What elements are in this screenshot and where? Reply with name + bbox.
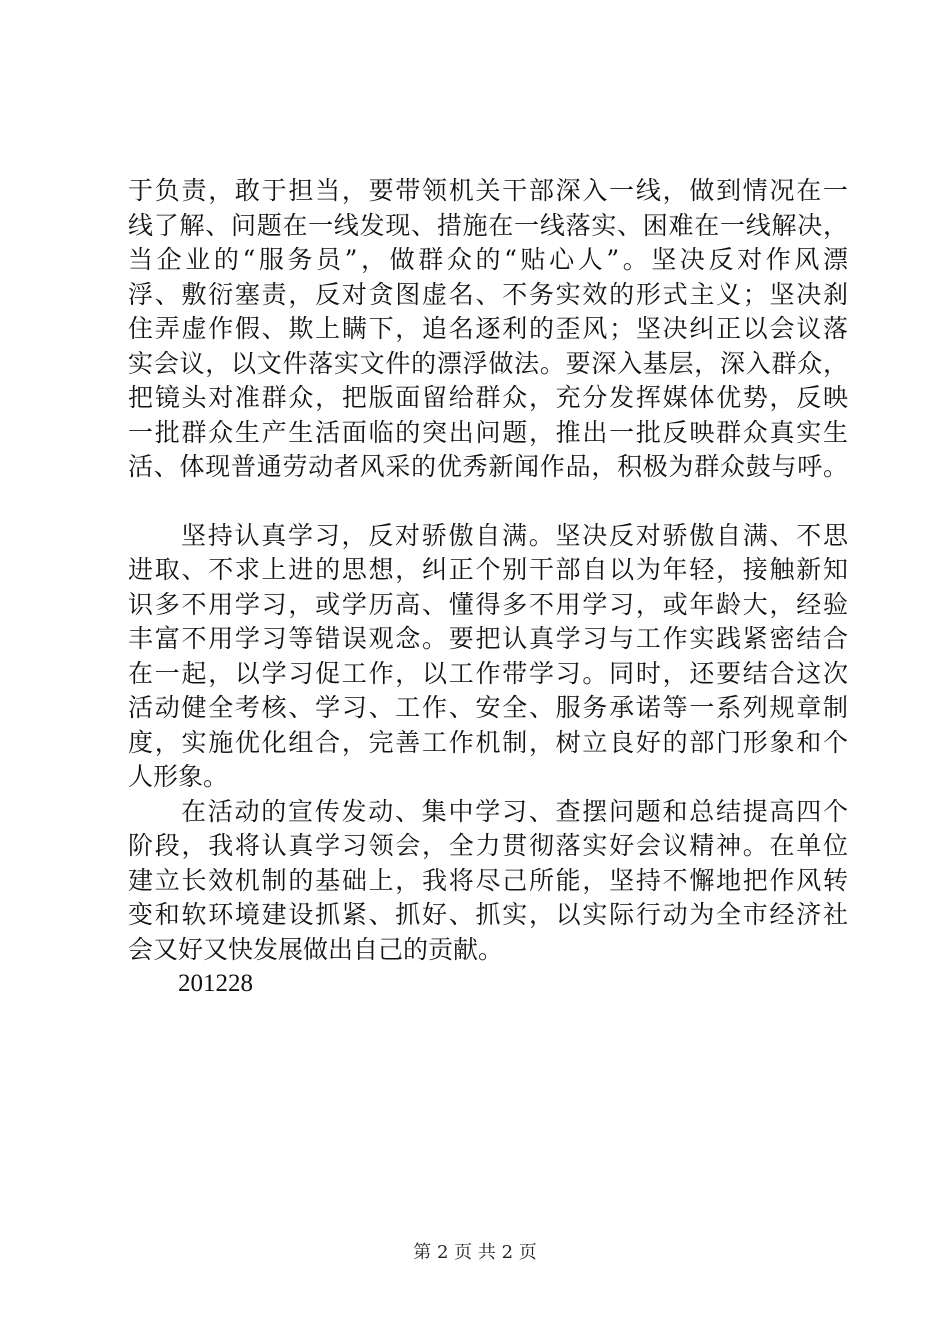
text-line: 住弄虚作假、欺上瞒下，追名逐利的歪风；坚决纠正以会议落 — [128, 314, 848, 343]
text-line: 阶段，我将认真学习领会，全力贯彻落实好会议精神。在单位 — [128, 831, 848, 860]
page-footer: 第 2 页 共 2 页 — [413, 1242, 537, 1263]
text-line: 实会议，以文件落实文件的漂浮做法。要深入基层，深入群众， — [128, 348, 848, 378]
text-line: 浮、敷衍塞责，反对贪图虚名、不务实效的形式主义；坚决刹 — [128, 279, 848, 309]
paragraph-gap — [128, 485, 848, 519]
text-line: 建立长效机制的基础上，我将尽己所能，坚持不懈地把作风转 — [128, 865, 848, 895]
text-line: 线了解、问题在一线发现、措施在一线落实、困难在一线解决， — [128, 210, 848, 240]
text-line: 一批群众生产生活面临的突出问题，推出一批反映群众真实生 — [128, 417, 848, 447]
document-body — [128, 174, 848, 1002]
text-line: 把镜头对准群众，把版面留给群众，充分发挥媒体优势，反映 — [128, 383, 848, 412]
text-line: 当企业的“服务员”，做群众的“贴心人”。坚决反对作风漂 — [128, 245, 848, 274]
text-line: 于负责，敢于担当，要带领机关干部深入一线，做到情况在一 — [128, 176, 848, 205]
text-line: 变和软环境建设抓紧、抓好、抓实，以实际行动为全市经济社 — [128, 900, 848, 929]
text-line: 在活动的宣传发动、集中学习、查摆问题和总结提高四个 — [181, 796, 848, 826]
document-date: 201228 — [178, 970, 253, 997]
text-line: 进取、不求上进的思想，纠正个别干部自以为年轻，接触新知 — [128, 555, 848, 584]
paragraph-activity — [128, 795, 848, 968]
paragraph-work-style — [128, 174, 848, 485]
text-line: 识多不用学习，或学历高、懂得多不用学习，或年龄大，经验 — [128, 589, 848, 619]
text-line: 在一起，以学习促工作，以工作带学习。同时，还要结合这次 — [128, 658, 848, 688]
text-line: 丰富不用学习等错误观念。要把认真学习与工作实践紧密结合 — [128, 624, 848, 653]
text-line: 活、体现普通劳动者风采的优秀新闻作品，积极为群众鼓与呼。 — [128, 452, 848, 481]
text-line: 活动健全考核、学习、工作、安全、服务承诺等一系列规章制 — [128, 693, 848, 722]
text-line: 度，实施优化组合，完善工作机制，树立良好的部门形象和个 — [128, 727, 848, 757]
text-line: 坚持认真学习，反对骄傲自满。坚决反对骄傲自满、不思 — [181, 520, 848, 550]
text-line: 人形象。 — [128, 762, 229, 791]
paragraph-study — [128, 519, 848, 795]
text-line: 会又好又快发展做出自己的贡献。 — [128, 934, 504, 964]
